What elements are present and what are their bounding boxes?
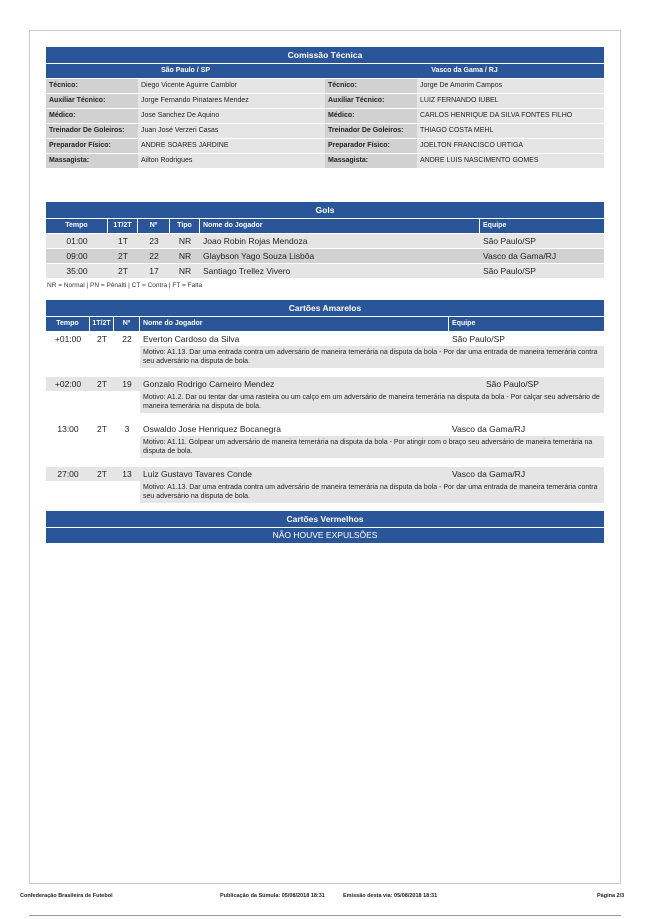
vermelhos-text: NÃO HOUVE EXPULSÕES bbox=[46, 527, 604, 543]
goal-numero: 22 bbox=[149, 251, 159, 261]
yellow-card-row bbox=[46, 422, 604, 436]
away-role-label: Médico: bbox=[325, 109, 417, 123]
footer-org: Confederação Brasileira de Futebol bbox=[20, 893, 113, 899]
goal-periodo: 2T bbox=[118, 266, 128, 276]
away-team-name: Vasco da Gama / RJ bbox=[431, 67, 498, 74]
goal-equipe: São Paulo/SP bbox=[483, 236, 536, 246]
away-role-label: Treinador De Goleiros: bbox=[325, 124, 417, 138]
gols-section bbox=[46, 202, 604, 278]
gols-legend: NR = Normal | PN = Pênalti | CT = Contra | FT = Falta bbox=[47, 282, 203, 289]
yellow-card-row bbox=[46, 467, 604, 481]
card-motivo: Motivo: A1.13. Dar uma entrada contra um adversário de maneira temerária na disputa da bola - Por dar uma entrada de maneira temerária contra seu adversário na disputa de bola. bbox=[140, 481, 604, 503]
amarelos-header-tempo: Tempo bbox=[46, 317, 90, 331]
home-staff-name: Ailton Rodrigues bbox=[138, 154, 325, 168]
goal-tipo: NR bbox=[178, 236, 192, 246]
away-staff-name: ANDRE LUIS NASCIMENTO GOMES bbox=[417, 154, 604, 168]
card-numero: 13 bbox=[122, 469, 132, 479]
away-staff-name: Jorge De Amorim Campos bbox=[417, 79, 604, 93]
yellow-card-motivo-row bbox=[46, 436, 604, 458]
away-staff-name: THIAGO COSTA MEHL bbox=[417, 124, 604, 138]
goal-row bbox=[46, 248, 604, 263]
amarelos-title: Cartões Amarelos bbox=[46, 300, 604, 316]
vermelhos-title: Cartões Vermelhos bbox=[46, 511, 604, 527]
amarelos-header-jogador: Nome do Jogador bbox=[140, 317, 449, 331]
away-staff-name: JOELTON FRANCISCO URTIGA bbox=[417, 139, 604, 153]
card-jogador: Oswaldo Jose Henriquez Bocanegra bbox=[143, 424, 281, 434]
gols-header-numero: Nº bbox=[138, 219, 170, 233]
goal-jogador: Glaybson Yago Souza Lisbôa bbox=[203, 251, 315, 261]
goal-equipe: Vasco da Gama/RJ bbox=[483, 251, 557, 261]
goal-row bbox=[46, 233, 604, 248]
amarelos-section bbox=[46, 300, 604, 503]
card-equipe: Vasco da Gama/RJ bbox=[452, 469, 526, 479]
amarelos-header-numero: Nº bbox=[114, 317, 140, 331]
card-jogador: Luiz Gustavo Tavares Conde bbox=[143, 469, 252, 479]
card-periodo: 2T bbox=[97, 424, 107, 434]
goal-numero: 17 bbox=[149, 266, 159, 276]
card-periodo: 2T bbox=[97, 334, 107, 344]
comissao-tecnica-section bbox=[46, 47, 604, 168]
comissao-row bbox=[46, 153, 604, 168]
home-staff-name: Diego Vicente Aguirre Camblor bbox=[138, 79, 325, 93]
comissao-row bbox=[46, 123, 604, 138]
home-role-label: Auxiliar Técnico: bbox=[46, 94, 138, 108]
footer-pagina: Página 2/3 bbox=[597, 893, 625, 899]
card-equipe: Vasco da Gama/RJ bbox=[452, 424, 526, 434]
home-staff-name: ANDRE SOARES JARDINE bbox=[138, 139, 325, 153]
gols-rows bbox=[46, 233, 604, 278]
yellow-card-entry bbox=[46, 377, 604, 413]
away-role-label: Auxiliar Técnico: bbox=[325, 94, 417, 108]
motivo-spacer bbox=[46, 481, 140, 503]
card-equipe: São Paulo/SP bbox=[486, 379, 539, 389]
home-staff-name: Juan José Verzeri Casas bbox=[138, 124, 325, 138]
gols-title: Gols bbox=[46, 202, 604, 218]
amarelos-header-row bbox=[46, 316, 604, 331]
gols-header-tempo: Tempo bbox=[46, 219, 108, 233]
amarelos-header-equipe: Equipe bbox=[452, 320, 476, 327]
goal-numero: 23 bbox=[149, 236, 159, 246]
card-motivo: Motivo: A1.11. Golpear um adversário de maneira temerária na disputa da bola - Por atingir com o braço seu adversário de maneira temerária na disputa de bola. bbox=[140, 436, 604, 458]
comissao-team-header bbox=[46, 63, 604, 78]
goal-tempo: 09:00 bbox=[66, 251, 88, 261]
card-tempo: 27:00 bbox=[57, 469, 79, 479]
gols-header-jogador: Nome do Jogador bbox=[200, 219, 480, 233]
goal-tipo: NR bbox=[178, 251, 192, 261]
home-role-label: Preparador Físico: bbox=[46, 139, 138, 153]
footer-publicacao: Publicação da Súmula: 05/08/2018 18:31 bbox=[220, 893, 325, 899]
yellow-card-motivo-row bbox=[46, 346, 604, 368]
card-tempo: +01:00 bbox=[54, 334, 82, 344]
goal-periodo: 2T bbox=[118, 251, 128, 261]
card-jogador: Everton Cardoso da Silva bbox=[143, 334, 240, 344]
yellow-card-entry bbox=[46, 467, 604, 503]
card-numero: 3 bbox=[124, 424, 130, 434]
card-tempo: +02:00 bbox=[54, 379, 82, 389]
home-role-label: Médico: bbox=[46, 109, 138, 123]
gols-header-periodo: 1T/2T bbox=[108, 219, 138, 233]
gols-header-equipe: Equipe bbox=[483, 222, 507, 229]
home-staff-name: Jorge Fernando Pinatares Mendez bbox=[138, 94, 325, 108]
motivo-spacer bbox=[46, 436, 140, 458]
yellow-card-motivo-row bbox=[46, 481, 604, 503]
comissao-row bbox=[46, 108, 604, 123]
footer-divider bbox=[29, 915, 621, 916]
card-periodo: 2T bbox=[97, 469, 107, 479]
away-role-label: Massagista: bbox=[325, 154, 417, 168]
comissao-rows bbox=[46, 78, 604, 168]
goal-periodo: 1T bbox=[118, 236, 128, 246]
goal-jogador: Joao Robin Rojas Mendoza bbox=[203, 236, 308, 246]
home-team-name: São Paulo / SP bbox=[160, 67, 210, 74]
goal-tempo: 01:00 bbox=[66, 236, 88, 246]
away-role-label: Técnico: bbox=[325, 79, 417, 93]
card-periodo: 2T bbox=[97, 379, 107, 389]
motivo-spacer bbox=[46, 346, 140, 368]
card-equipe: São Paulo/SP bbox=[452, 334, 505, 344]
card-jogador: Gonzalo Rodrigo Carneiro Mendez bbox=[143, 379, 275, 389]
home-staff-name: Jose Sanchez De Aquino bbox=[138, 109, 325, 123]
comissao-row bbox=[46, 138, 604, 153]
yellow-card-motivo-row bbox=[46, 391, 604, 413]
away-role-label: Preparador Físico: bbox=[325, 139, 417, 153]
motivo-spacer bbox=[46, 391, 140, 413]
amarelos-header-periodo: 1T/2T bbox=[90, 317, 114, 331]
card-tempo: 13:00 bbox=[57, 424, 79, 434]
home-role-label: Técnico: bbox=[46, 79, 138, 93]
comissao-row bbox=[46, 78, 604, 93]
yellow-card-row bbox=[46, 377, 604, 391]
gols-header-tipo: Tipo bbox=[170, 219, 200, 233]
amarelos-cards bbox=[46, 332, 604, 503]
away-staff-name: LUIZ FERNANDO IUBEL bbox=[417, 94, 604, 108]
yellow-card-entry bbox=[46, 332, 604, 368]
comissao-title: Comissão Técnica bbox=[46, 47, 604, 63]
card-motivo: Motivo: A1.13. Dar uma entrada contra um adversário de maneira temerária na disputa da bola - Por dar uma entrada de maneira temerária contra seu adversário na disputa de bola. bbox=[140, 346, 604, 368]
footer-emissao: Emissão desta via: 05/08/2018 18:31 bbox=[343, 893, 438, 899]
comissao-row bbox=[46, 93, 604, 108]
goal-tipo: NR bbox=[178, 266, 192, 276]
gols-header-row bbox=[46, 218, 604, 233]
goal-row bbox=[46, 263, 604, 278]
goal-jogador: Santiago Trellez Vivero bbox=[203, 266, 291, 276]
card-motivo: Motivo: A1.2. Dar ou tentar dar uma rasteira ou um calço em um adversário de maneira temerária na disputa da bola - Por calçar seu adversário de maneira temerária na disputa de bola. bbox=[140, 391, 604, 413]
goal-equipe: São Paulo/SP bbox=[483, 266, 536, 276]
vermelhos-section bbox=[46, 511, 604, 543]
home-role-label: Massagista: bbox=[46, 154, 138, 168]
goal-tempo: 35:00 bbox=[66, 266, 88, 276]
card-numero: 19 bbox=[122, 379, 132, 389]
away-staff-name: CARLOS HENRIQUE DA SILVA FONTES FILHO bbox=[417, 109, 604, 123]
yellow-card-entry bbox=[46, 422, 604, 458]
home-role-label: Treinador De Goleiros: bbox=[46, 124, 138, 138]
yellow-card-row bbox=[46, 332, 604, 346]
card-numero: 22 bbox=[122, 334, 132, 344]
